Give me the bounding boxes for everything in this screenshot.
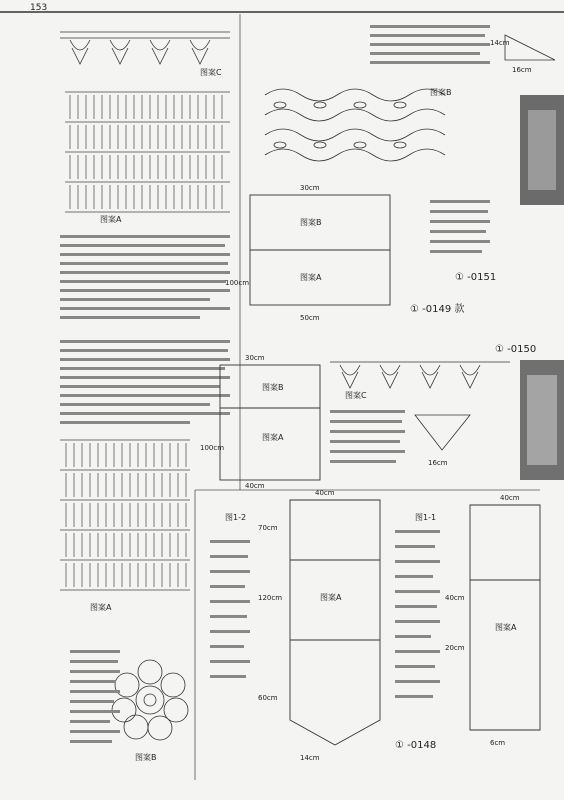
- triangle-diagram-top: [505, 35, 555, 60]
- garment-diagram-right: [470, 505, 540, 730]
- pattern-id-0151: ① -0151: [455, 272, 497, 283]
- chart-b-label-upper: 图案B: [300, 218, 322, 227]
- dim-w16-top: 16cm: [512, 66, 532, 74]
- chart-b-top: [265, 89, 445, 161]
- chart-c-label: 图案C: [200, 68, 222, 77]
- dim-w14-top: 14cm: [490, 39, 510, 47]
- instructions-0151: [60, 235, 230, 319]
- figure-1-2-label: 图1-2: [225, 513, 247, 522]
- materials-0151: [430, 200, 490, 253]
- dim-h100-middle: 100cm: [200, 444, 225, 452]
- chart-a-label-right: 图案A: [495, 623, 517, 632]
- dim-h60: 60cm: [258, 694, 278, 702]
- instructions-top-right: [370, 25, 490, 64]
- dim-h120: 120cm: [258, 594, 283, 602]
- chart-b-label-top: 图案B: [430, 88, 452, 97]
- chart-b-label-flower: 图案B: [135, 753, 157, 762]
- instructions-flower: [70, 650, 120, 743]
- pattern-id-0149: ① -0149 款: [410, 304, 465, 315]
- dim-w30-middle: 30cm: [245, 354, 265, 362]
- chart-a-middle: [60, 440, 190, 590]
- dim-w40-bottom: 40cm: [315, 489, 335, 497]
- dim-h100-upper: 100cm: [225, 279, 250, 287]
- flower-motif: [112, 660, 188, 740]
- stitch-count-column: [210, 530, 440, 698]
- chart-c-top: [60, 32, 230, 64]
- chart-a-label-middle2: 图案A: [262, 433, 284, 442]
- dim-w30-upper: 30cm: [300, 184, 320, 192]
- instructions-0150: [60, 340, 230, 424]
- dim-w50-upper: 50cm: [300, 314, 320, 322]
- dim-w6-bottom: 6cm: [490, 739, 506, 747]
- dim-w40-middle: 40cm: [245, 482, 265, 490]
- triangle-diagram-middle: [415, 415, 470, 450]
- chart-c-middle: [330, 362, 510, 388]
- chart-a-top: [65, 92, 230, 212]
- chart-a-label-top: 图案A: [100, 215, 122, 224]
- dim-w40-right: 40cm: [500, 494, 520, 502]
- dim-h20: 20cm: [445, 644, 465, 652]
- dim-h70: 70cm: [258, 524, 278, 532]
- chart-a-label-bottom: 图案A: [320, 593, 342, 602]
- chart-a-label-middle: 图案A: [90, 603, 112, 612]
- chart-a-label-upper: 图案A: [300, 273, 322, 282]
- dim-w16-middle: 16cm: [428, 459, 448, 467]
- pattern-id-0150: ① -0150: [495, 344, 537, 355]
- instructions-middle-right: [330, 410, 405, 463]
- page-number: 153: [30, 3, 48, 13]
- figure-1-1-label: 图1-1: [415, 513, 437, 522]
- dim-w14-bottom: 14cm: [300, 754, 320, 762]
- chart-b-label-middle: 图案B: [262, 383, 284, 392]
- chart-c-label-middle: 图案C: [345, 391, 367, 400]
- garment-diagram-center: [290, 500, 380, 745]
- pattern-id-0148: ① -0148: [395, 740, 437, 751]
- dim-h40: 40cm: [445, 594, 465, 602]
- shawl-diagram-upper: [250, 195, 390, 305]
